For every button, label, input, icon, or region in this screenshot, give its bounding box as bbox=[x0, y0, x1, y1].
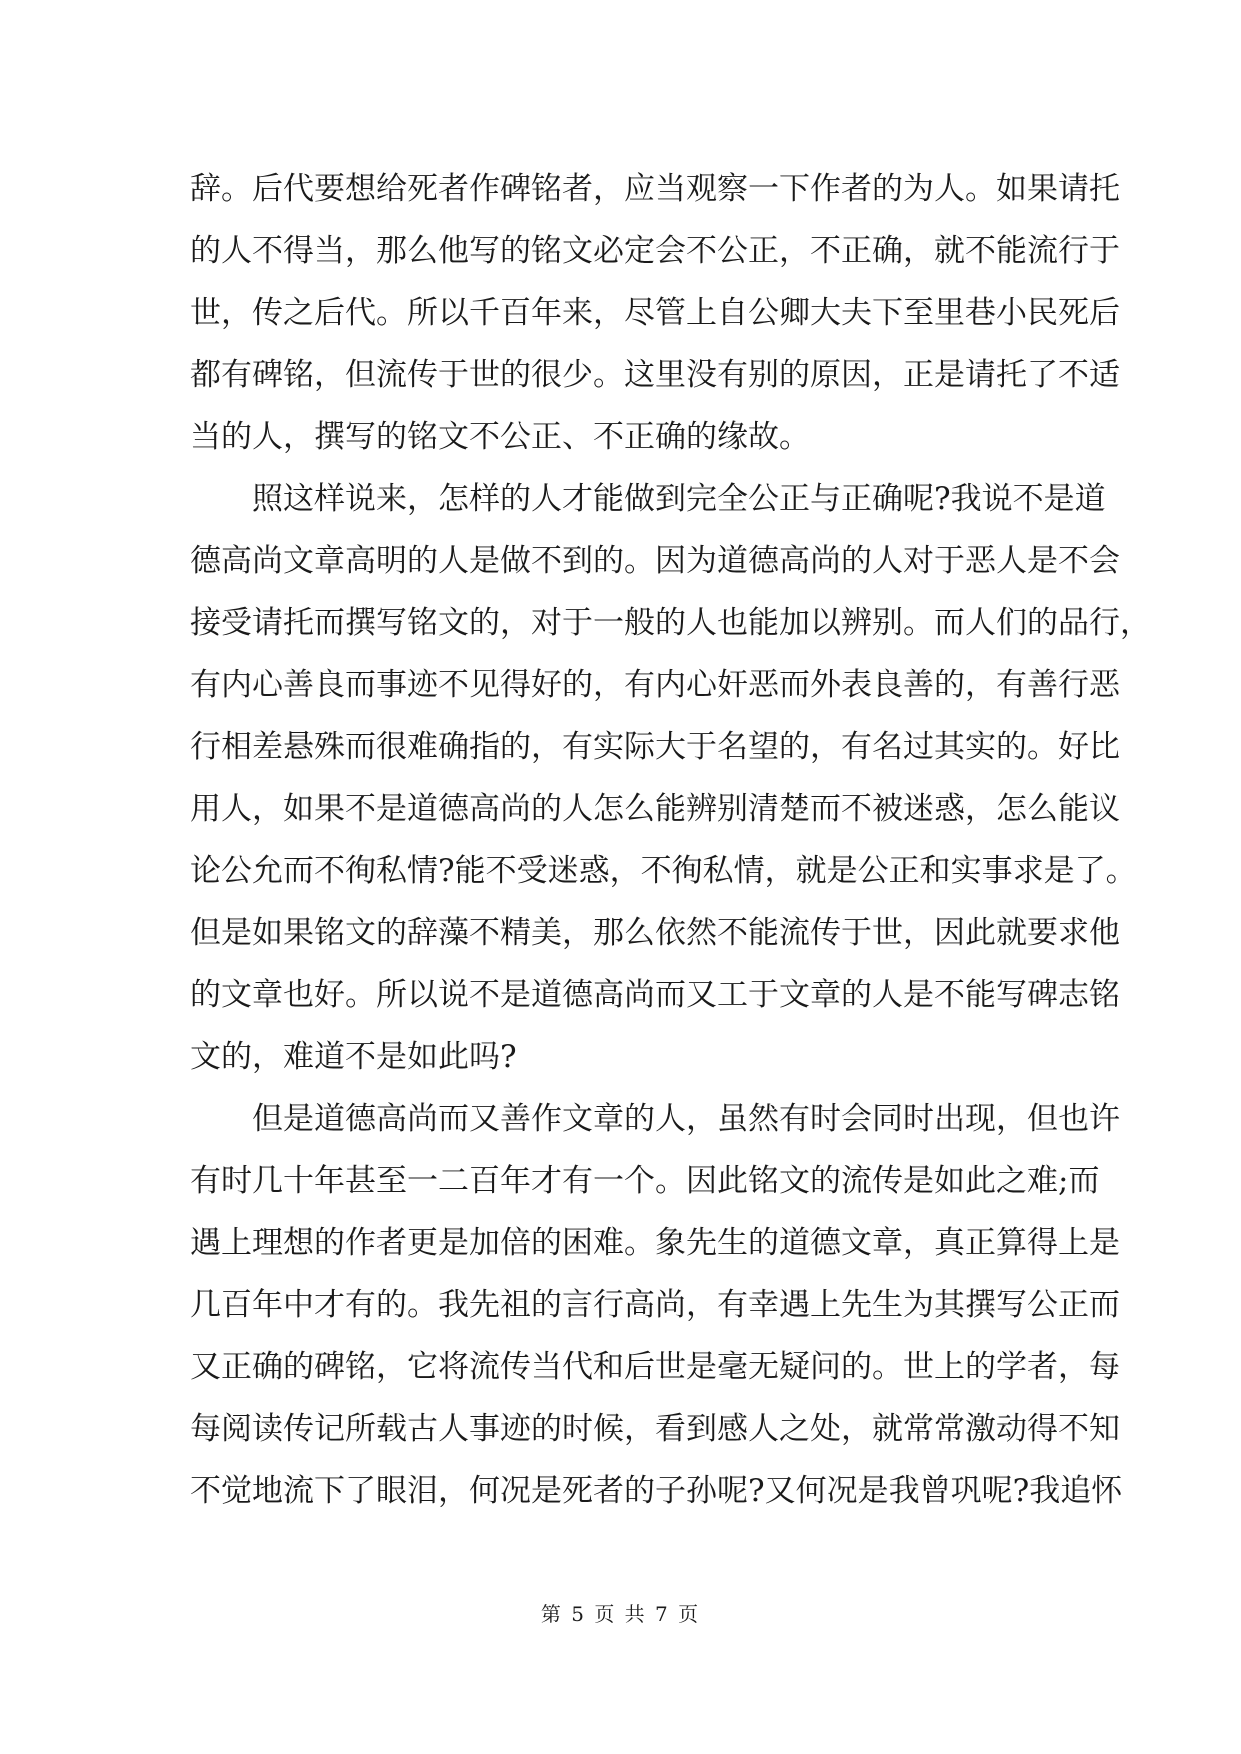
text-line: 文的，难道不是如此吗? bbox=[190, 1039, 517, 1075]
text-line: 辞。后代要想给死者作碑铭者，应当观察一下作者的为人。如果请托 bbox=[190, 171, 1120, 207]
text-line: 但是如果铭文的辞藻不精美，那么依然不能流传于世，因此就要求他 bbox=[190, 915, 1120, 951]
text-line: 德高尚文章高明的人是做不到的。因为道德高尚的人对于恶人是不会 bbox=[190, 543, 1120, 579]
text-line: 接受请托而撰写铭文的，对于一般的人也能加以辨别。而人们的品行， bbox=[190, 605, 1151, 641]
text-line: 几百年中才有的。我先祖的言行高尚，有幸遇上先生为其撰写公正而 bbox=[190, 1287, 1120, 1323]
text-line: 当的人，撰写的铭文不公正、不正确的缘故。 bbox=[190, 419, 810, 455]
paragraph-first-line: 但是道德高尚而又善作文章的人，虽然有时会同时出现，但也许 bbox=[252, 1101, 1120, 1137]
body-text bbox=[190, 158, 1151, 1522]
text-line: 每阅读传记所载古人事迹的时候，看到感人之处，就常常激动得不知 bbox=[190, 1411, 1120, 1447]
text-line: 论公允而不徇私情?能不受迷惑，不徇私情，就是公正和实事求是了。 bbox=[190, 853, 1137, 889]
text-line: 世，传之后代。所以千百年来，尽管上自公卿大夫下至里巷小民死后 bbox=[190, 295, 1120, 331]
paragraph-first-line: 照这样说来，怎样的人才能做到完全公正与正确呢?我说不是道 bbox=[252, 481, 1106, 517]
text-line: 遇上理想的作者更是加倍的困难。象先生的道德文章，真正算得上是 bbox=[190, 1225, 1120, 1261]
text-line: 不觉地流下了眼泪，何况是死者的子孙呢?又何况是我曾巩呢?我追怀 bbox=[190, 1473, 1123, 1509]
text-line: 有时几十年甚至一二百年才有一个。因此铭文的流传是如此之难;而 bbox=[190, 1163, 1100, 1199]
text-line: 行相差悬殊而很难确指的，有实际大于名望的，有名过其实的。好比 bbox=[190, 729, 1120, 765]
text-line: 的文章也好。所以说不是道德高尚而又工于文章的人是不能写碑志铭 bbox=[190, 977, 1120, 1013]
text-line: 有内心善良而事迹不见得好的，有内心奸恶而外表良善的，有善行恶 bbox=[190, 667, 1120, 703]
text-line: 用人，如果不是道德高尚的人怎么能辨别清楚而不被迷惑，怎么能议 bbox=[190, 791, 1120, 827]
text-line: 的人不得当，那么他写的铭文必定会不公正，不正确，就不能流行于 bbox=[190, 233, 1120, 269]
text-line: 都有碑铭，但流传于世的很少。这里没有别的原因，正是请托了不适 bbox=[190, 357, 1120, 393]
text-line: 又正确的碑铭，它将流传当代和后世是毫无疑问的。世上的学者，每 bbox=[190, 1349, 1120, 1385]
page-footer: 第 5 页 共 7 页 bbox=[540, 1602, 701, 1626]
